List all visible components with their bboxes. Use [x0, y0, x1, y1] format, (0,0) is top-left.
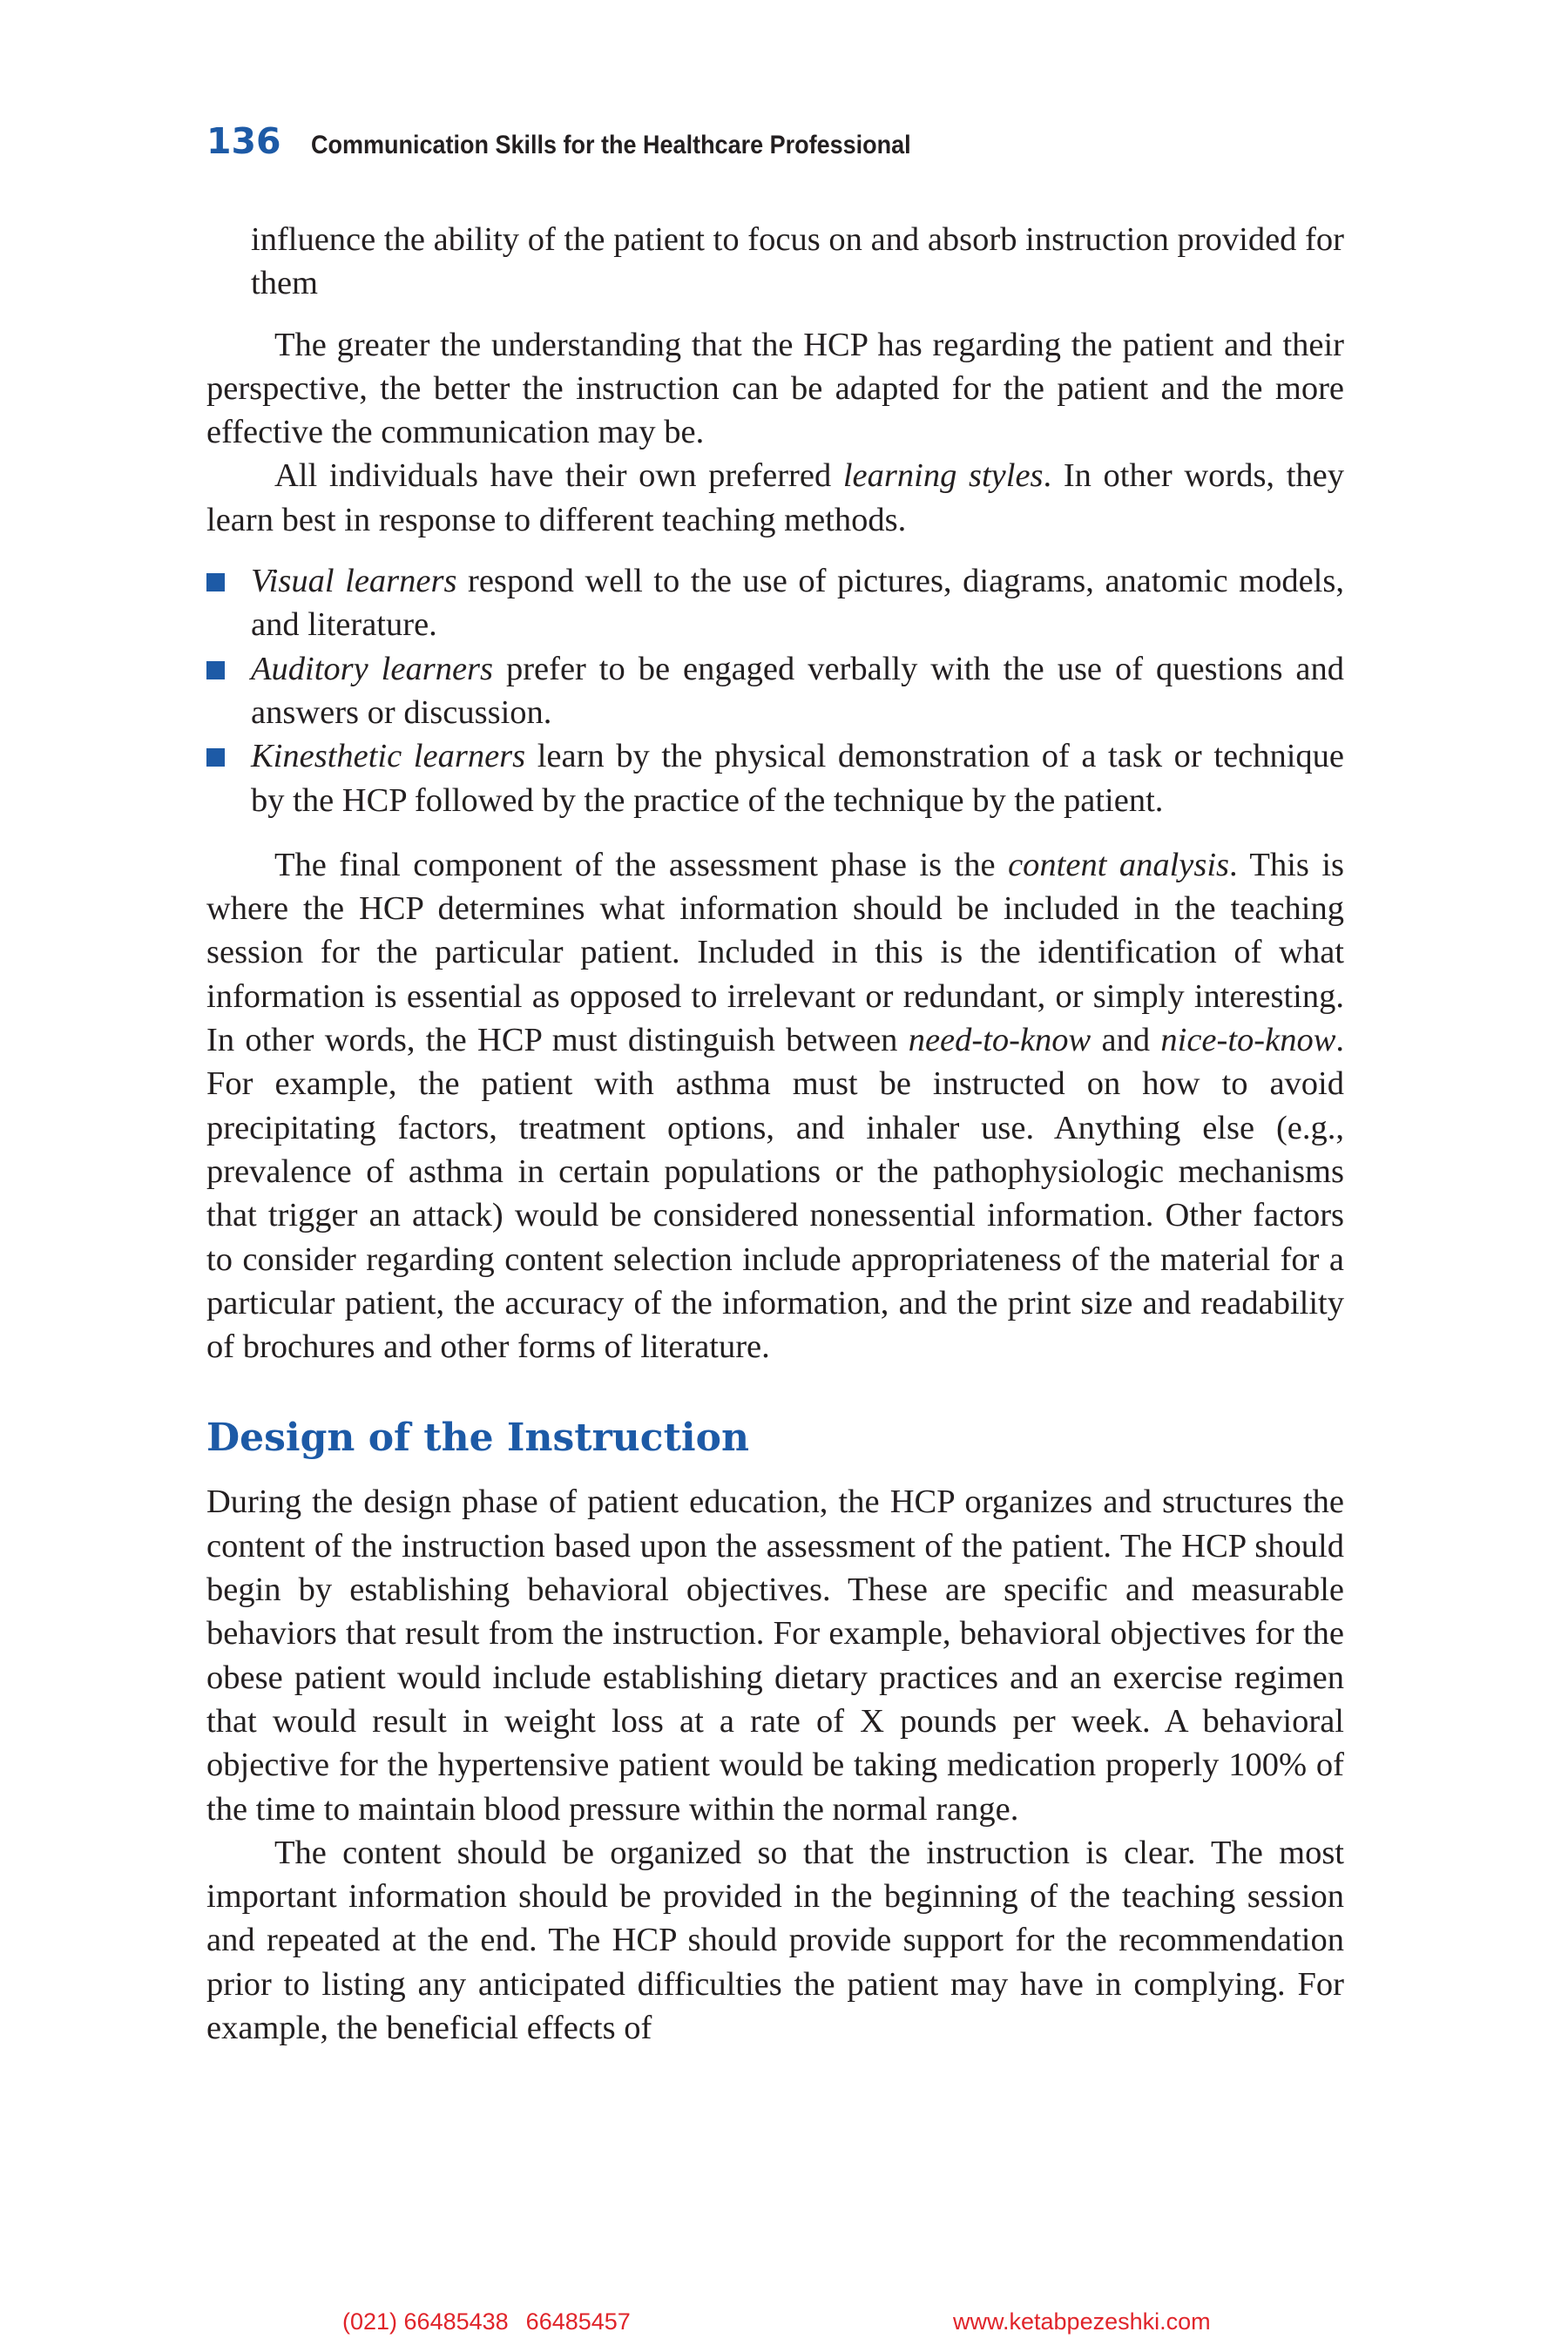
emphasis-need-to-know: need-to-know — [908, 1022, 1092, 1059]
paragraph-text: The final component of the assessment phase is the — [274, 846, 1009, 883]
section-heading: Design of the Instruction — [206, 1416, 749, 1461]
paragraph-text: All individuals have their own preferred — [274, 457, 843, 495]
running-header — [206, 120, 977, 172]
emphasis-term: Auditory learners — [251, 650, 494, 687]
paragraph-text: . This is where the HCP determines what information should be included in the teaching session for the particular patient. Included in this is the identification of what information is essential as opposed to irrelevant or redundant, or simply interesting. In other words, the HCP must distinguish between — [206, 846, 1344, 1059]
emphasis-nice-to-know: nice-to-know — [1160, 1022, 1336, 1059]
list-item-text: prefer to be engaged verbally with the use of questions and answers or discussion. — [251, 650, 1344, 731]
emphasis-term: Kinesthetic learners — [251, 738, 526, 775]
paragraph-learning-styles — [206, 454, 1344, 542]
list-item-text: learn by the physical demonstration of a task or technique by the HCP followed by the practice of the technique by the patient. — [251, 738, 1344, 819]
paragraph-organization: The content should be organized so that the instruction is clear. The most important information should be provided in the beginning of the teaching session and repeated at the end. The HCP should provide support for the recommendation prior to listing any anticipated difficulties the patient may have in complying. For example, the beneficial effects of — [206, 1834, 1344, 2046]
list-item-visual — [206, 559, 1344, 647]
square-bullet-icon — [206, 573, 225, 591]
list-item-kinesthetic — [206, 734, 1344, 822]
continued-bullet-text: influence the ability of the patient to focus on and absorb instruction provided for them — [251, 221, 1344, 302]
footer-phone-1: (021) 66485438 — [342, 2308, 509, 2335]
emphasis-term: Visual learners — [251, 563, 457, 600]
paragraph-content-analysis — [206, 843, 1344, 1369]
square-bullet-icon — [206, 748, 225, 767]
footer-phone-2: 66485457 — [525, 2308, 631, 2335]
square-bullet-icon — [206, 661, 225, 679]
paragraph-text: and — [1091, 1022, 1161, 1059]
paragraph-design-phase: During the design phase of patient education, the HCP organizes and structures the content of the instruction based upon the assessment of the patient. The HCP should begin by establishing behavioral objectives. These are specific and measurable behaviors that result from the instruction. For example, behavioral objectives for the obese patient would include establishing dietary practices and an exercise regimen that would result in weight loss at a rate of X pounds per week. A behavioral objective for the hypertensive patient would be taking medication properly 100% of the time to maintain blood pressure within the normal range. — [206, 1484, 1344, 1828]
page-number: 136 — [206, 120, 281, 162]
list-item-auditory — [206, 647, 1344, 735]
paragraph-text: . For example, the patient with asthma must be instructed on how to avoid precipitating factors, treatment options, and inhaler use. Anything else (e.g., prevalence of asthma in certain populations or the pathophysiologic mechanisms that trigger an attack) would be considered nonessential information. Other factors to consider regarding content selection include appropriateness of the material for a particular patient, the accuracy of the information, and the print size and readability of brochures and other forms of literature. — [206, 1022, 1344, 1366]
footer-phone — [342, 2308, 631, 2335]
emphasis-learning-styles: learning styles — [842, 457, 1044, 495]
footer-website: www.ketabpezeshki.com — [953, 2308, 1211, 2335]
paragraph-understanding — [206, 323, 1344, 455]
emphasis-content-analysis: content analysis — [1008, 846, 1230, 883]
running-title: Communication Skills for the Healthcare Professional — [310, 131, 911, 159]
paragraph-text: . In other words, they learn best in response to different teaching methods. — [206, 457, 1344, 538]
list-item-text: respond well to the use of pictures, diagrams, anatomic models, and literature. — [251, 563, 1344, 644]
page-body — [206, 218, 1344, 2050]
paragraph-text: The greater the understanding that the HCP has regarding the patient and their perspective, the better the instruction can be adapted for the patient and the more effective the communication may be. — [206, 326, 1344, 451]
learner-types-list — [206, 559, 1344, 822]
